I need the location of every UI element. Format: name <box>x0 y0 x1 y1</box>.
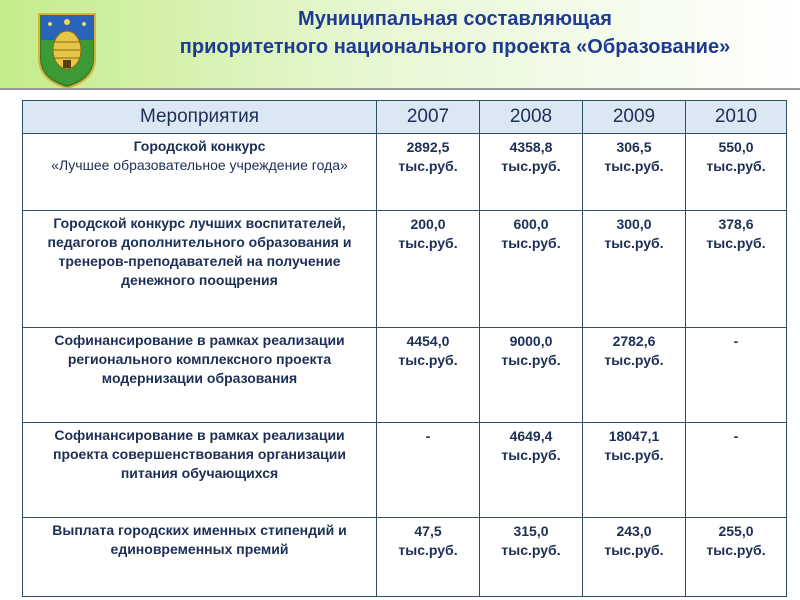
column-header-2010: 2010 <box>686 101 787 134</box>
amount: 600,0 <box>513 216 549 232</box>
column-header-2007: 2007 <box>377 101 480 134</box>
amount: 9000,0 <box>509 333 553 349</box>
table-row <box>23 328 787 423</box>
column-header-events: Мероприятия <box>23 101 377 134</box>
amount: 300,0 <box>616 216 652 232</box>
table-header-row <box>23 101 787 134</box>
event-cell <box>23 518 377 597</box>
value-cell-2010 <box>686 518 787 597</box>
event-cell <box>23 134 377 211</box>
amount: 315,0 <box>513 523 549 539</box>
unit: тыс.руб. <box>604 352 664 368</box>
value-cell-2007 <box>377 211 480 328</box>
unit: тыс.руб. <box>706 542 766 558</box>
event-text: Софинансирование в рамках реализации регионального комплексного проекта модернизации образования <box>54 332 345 386</box>
value-cell-2009 <box>583 423 686 518</box>
unit: тыс.руб. <box>706 235 766 251</box>
event-text: Городской конкурс лучших воспитателей, педагогов дополнительного образования и тренеров-преподавателей на получение денежного поощрения <box>47 215 352 288</box>
event-text: «Лучшее образовательное учреждение года» <box>51 157 348 173</box>
amount: 4358,8 <box>509 139 553 155</box>
value-cell-2009 <box>583 518 686 597</box>
event-text: Городской конкурс <box>133 138 266 154</box>
value-cell-2010 <box>686 328 787 423</box>
value-cell-2010 <box>686 134 787 211</box>
slide-title-line-1: Муниципальная составляющая <box>298 8 612 30</box>
amount: 306,5 <box>616 139 652 155</box>
unit: тыс.руб. <box>604 158 664 174</box>
value-cell-2007 <box>377 328 480 423</box>
amount: 200,0 <box>410 216 446 232</box>
value-cell-2007 <box>377 134 480 211</box>
table-row <box>23 423 787 518</box>
value-cell-2010 <box>686 423 787 518</box>
amount: 4454,0 <box>406 333 450 349</box>
amount: 243,0 <box>616 523 652 539</box>
amount: - <box>733 333 739 349</box>
event-text: Софинансирование в рамках реализации проекта совершенствования организации питания обучающихся <box>52 427 346 481</box>
unit: тыс.руб. <box>604 542 664 558</box>
amount: 255,0 <box>718 523 754 539</box>
value-cell-2008 <box>480 423 583 518</box>
slide-header <box>0 0 800 90</box>
event-cell <box>23 423 377 518</box>
event-text: Выплата городских именных стипендий и единовременных премий <box>52 522 347 557</box>
value-cell-2009 <box>583 211 686 328</box>
value-cell-2007 <box>377 518 480 597</box>
unit: тыс.руб. <box>604 447 664 463</box>
table-row <box>23 211 787 328</box>
slide-title-line-2: приоритетного национального проекта «Образование» <box>179 36 731 58</box>
amount: - <box>733 428 739 444</box>
value-cell-2008 <box>480 328 583 423</box>
unit: тыс.руб. <box>501 158 561 174</box>
funding-table <box>22 100 787 597</box>
value-cell-2009 <box>583 134 686 211</box>
unit: тыс.руб. <box>501 352 561 368</box>
amount: 2782,6 <box>612 333 656 349</box>
header-divider <box>0 88 800 90</box>
unit: тыс.руб. <box>398 158 458 174</box>
amount: - <box>425 428 431 444</box>
value-cell-2008 <box>480 134 583 211</box>
unit: тыс.руб. <box>398 542 458 558</box>
amount: 378,6 <box>718 216 754 232</box>
event-cell <box>23 328 377 423</box>
unit: тыс.руб. <box>604 235 664 251</box>
amount: 2892,5 <box>406 139 450 155</box>
value-cell-2007 <box>377 423 480 518</box>
amount: 550,0 <box>718 139 754 155</box>
value-cell-2010 <box>686 211 787 328</box>
unit: тыс.руб. <box>706 158 766 174</box>
unit: тыс.руб. <box>398 235 458 251</box>
unit: тыс.руб. <box>501 542 561 558</box>
amount: 4649,4 <box>509 428 553 444</box>
table-row <box>23 518 787 597</box>
table-row <box>23 134 787 211</box>
value-cell-2008 <box>480 518 583 597</box>
slide-title <box>145 5 765 61</box>
column-header-2009: 2009 <box>583 101 686 134</box>
unit: тыс.руб. <box>398 352 458 368</box>
unit: тыс.руб. <box>501 235 561 251</box>
amount: 18047,1 <box>608 428 660 444</box>
column-header-2008: 2008 <box>480 101 583 134</box>
value-cell-2008 <box>480 211 583 328</box>
event-cell <box>23 211 377 328</box>
city-coat-of-arms-beehive-icon <box>34 10 100 90</box>
value-cell-2009 <box>583 328 686 423</box>
unit: тыс.руб. <box>501 447 561 463</box>
amount: 47,5 <box>414 523 442 539</box>
